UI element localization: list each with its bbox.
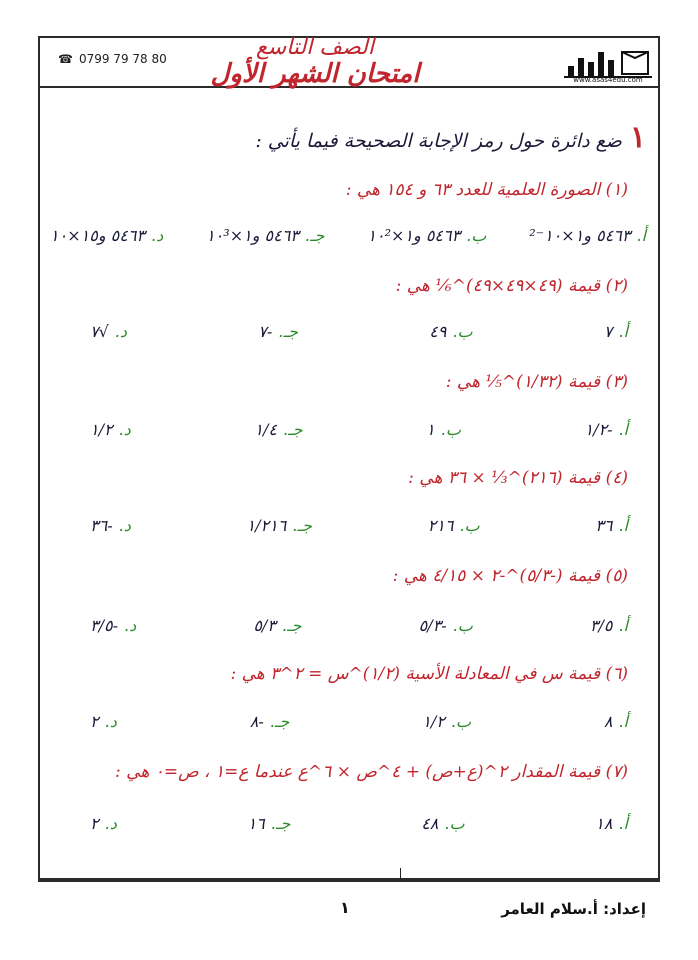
option-c[interactable]: جـ.١٦ <box>247 814 291 833</box>
option-c[interactable]: جـ.١/٤ <box>254 420 303 439</box>
question-6: (٦) قيمة س في المعادلة الأسية (١/٢)^س = ٢^٣ هي : <box>230 664 628 684</box>
option-d[interactable]: د.-٣٦ <box>90 516 131 535</box>
option-d[interactable]: د.٥٤٦٣ و١٥×١٠ <box>50 226 164 245</box>
section-heading <box>255 120 646 155</box>
exam-sheet <box>38 36 660 880</box>
options-4 <box>90 516 628 535</box>
option-a[interactable]: أ.-١/٢ <box>584 420 628 439</box>
options-3 <box>90 420 628 439</box>
question-5: (٥) قيمة (-٥/٣)^-٢ × ٤/١٥ هي : <box>392 566 628 586</box>
title-line2: امتحان الشهر الأول <box>210 59 420 89</box>
question-1: (١) الصورة العلمية للعدد ٦٣ و ١٥٤ هي : <box>345 180 628 200</box>
option-a[interactable]: أ.٣/٥ <box>589 616 628 635</box>
option-a[interactable]: أ.٣٦ <box>595 516 628 535</box>
option-d[interactable]: د.٢ <box>90 814 117 833</box>
question-4: (٤) قيمة (٢١٦)^⅓ × ٣٦ هي : <box>408 468 628 488</box>
options-7 <box>90 814 628 833</box>
option-b[interactable]: ب.٤٨ <box>421 814 465 833</box>
footer-divider <box>38 880 660 882</box>
option-d[interactable]: د.√٧ <box>90 322 128 341</box>
prepared-by: إعداد: أ.سلام العامر <box>501 900 646 918</box>
page-number: ١ <box>340 898 350 917</box>
option-a[interactable]: أ.١٨ <box>595 814 628 833</box>
option-a[interactable]: أ.٨ <box>603 712 628 731</box>
options-1 <box>50 226 646 245</box>
question-3: (٣) قيمة (١/٣٢)^⅕ هي : <box>445 372 628 392</box>
option-d[interactable]: د.٢ <box>90 712 117 731</box>
option-c[interactable]: جـ.-٧ <box>258 322 298 341</box>
option-c[interactable]: جـ.-٨ <box>249 712 290 731</box>
logo-url: www.asas4edu.com <box>573 76 643 84</box>
phone-icon: ☎ <box>58 52 73 66</box>
option-c[interactable]: جـ.٥٤٦٣ و١×١٠³ <box>206 226 325 245</box>
option-b[interactable]: ب.-٥/٣ <box>418 616 473 635</box>
option-b[interactable]: ب.١ <box>426 420 461 439</box>
phone-number: ☎ 0799 79 78 80 <box>58 52 167 66</box>
option-b[interactable]: ب.٤٩ <box>429 322 473 341</box>
section-number: ١ <box>629 120 646 155</box>
option-c[interactable]: جـ.١/٢١٦ <box>246 516 312 535</box>
option-b[interactable]: ب.٥٤٦٣ و١×١٠² <box>367 226 487 245</box>
title-line1: الصف التاسع <box>256 35 374 60</box>
question-7: (٧) قيمة المقدار ٢^(ع+ص) + ٤^ص × ٦^ع عندما ع=١ ، ص=٠ هي : <box>115 762 628 782</box>
options-2 <box>90 322 628 341</box>
option-d[interactable]: د.١/٢ <box>90 420 131 439</box>
option-b[interactable]: ب.١/٢ <box>422 712 471 731</box>
option-d[interactable]: د.-٣/٥ <box>90 616 137 635</box>
exam-title <box>180 36 450 88</box>
question-2: (٢) قيمة (٤٩×٤٩×٤٩)^⅙ هي : <box>395 276 628 296</box>
option-a[interactable]: أ.٥٤٦٣ و١×١٠⁻² <box>529 226 646 245</box>
option-a[interactable]: أ.٧ <box>603 322 628 341</box>
section-instruction: ضع دائرة حول رمز الإجابة الصحيحة فيما يأتي : <box>255 130 622 152</box>
options-5 <box>90 616 628 635</box>
options-6 <box>90 712 628 731</box>
option-c[interactable]: جـ.٥/٣ <box>253 616 302 635</box>
option-b[interactable]: ب.٢١٦ <box>427 516 480 535</box>
